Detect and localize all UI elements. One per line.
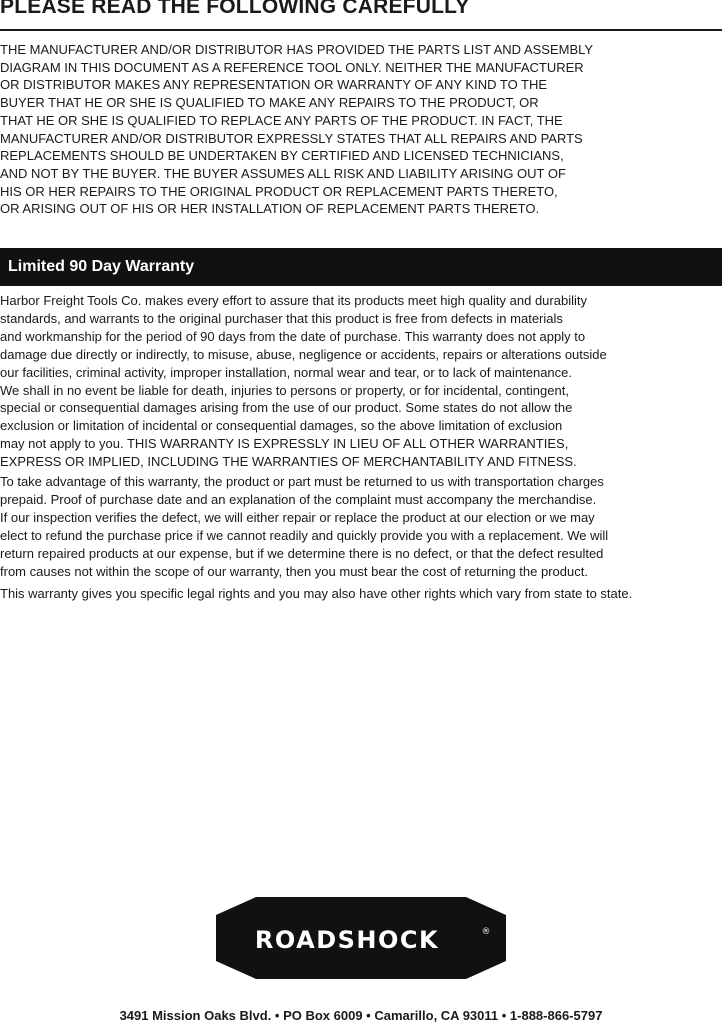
disclaimer-line: AND NOT BY THE BUYER. THE BUYER ASSUMES ALL RISK AND LIABILITY ARISING OUT OF bbox=[0, 165, 566, 181]
paragraph-line: and workmanship for the period of 90 days from the date of purchase. This warranty does not apply to bbox=[0, 328, 586, 344]
disclaimer-block bbox=[0, 41, 722, 218]
paragraph-line: This warranty gives you specific legal rights and you may also have other rights which vary from state to state. bbox=[0, 586, 633, 601]
page-title: PLEASE READ THE FOLLOWING CAREFULLY bbox=[0, 0, 470, 18]
warranty-paragraph-rights bbox=[0, 585, 722, 603]
disclaimer-line: MANUFACTURER AND/OR DISTRIBUTOR EXPRESSLY STATES THAT ALL REPAIRS AND PARTS bbox=[0, 130, 583, 146]
paragraph-line: special or consequential damages arising from the use of our product. Some states do not allow the bbox=[0, 400, 573, 416]
disclaimer-line: DIAGRAM IN THIS DOCUMENT AS A REFERENCE TOOL ONLY. NEITHER THE MANUFACTURER bbox=[0, 59, 584, 75]
roadshock-logo bbox=[216, 897, 506, 979]
paragraph-line: standards, and warrants to the original purchaser that this product is free from defects in materials bbox=[0, 310, 563, 326]
title-rule bbox=[0, 29, 722, 31]
warranty-title: Limited 90 Day Warranty bbox=[8, 258, 195, 275]
paragraph-line: our facilities, criminal activity, improper installation, normal wear and tear, or to lack of maintenance. bbox=[0, 364, 573, 380]
paragraph-line: from causes not within the scope of our warranty, then you must bear the cost of returning the product. bbox=[0, 563, 588, 579]
paragraph-line: We shall in no event be liable for death, injuries to persons or property, or for incidental, contingent, bbox=[0, 382, 569, 398]
disclaimer-line: THE MANUFACTURER AND/OR DISTRIBUTOR HAS PROVIDED THE PARTS LIST AND ASSEMBLY bbox=[0, 42, 594, 57]
paragraph-line: exclusion or limitation of incidental or consequential damages, so the above limitation of exclusion bbox=[0, 418, 563, 434]
disclaimer-line: BUYER THAT HE OR SHE IS QUALIFIED TO MAKE ANY REPAIRS TO THE PRODUCT, OR bbox=[0, 95, 539, 111]
paragraph-line: prepaid. Proof of purchase date and an explanation of the complaint must accompany the merchandise. bbox=[0, 491, 597, 507]
disclaimer-line: OR DISTRIBUTOR MAKES ANY REPRESENTATION OR WARRANTY OF ANY KIND TO THE bbox=[0, 77, 548, 93]
footer-address-text: 3491 Mission Oaks Blvd. • PO Box 6009 • Camarillo, CA 93011 • 1-888-866-5797 bbox=[119, 1008, 603, 1023]
paragraph-line: EXPRESS OR IMPLIED, INCLUDING THE WARRANTIES OF MERCHANTABILITY AND FITNESS. bbox=[0, 454, 577, 470]
logo-wordmark: ROADSHOCK bbox=[254, 926, 440, 954]
paragraph-line: Harbor Freight Tools Co. makes every effort to assure that its products meet high quality and durability bbox=[0, 293, 587, 308]
paragraph-line: elect to refund the purchase price if we cannot readily and quickly provide you with a replacement. We will bbox=[0, 527, 609, 543]
warranty-header-bar bbox=[0, 248, 722, 286]
paragraph-line: may not apply to you. THIS WARRANTY IS EXPRESSLY IN LIEU OF ALL OTHER WARRANTIES, bbox=[0, 436, 569, 452]
paragraph-line: To take advantage of this warranty, the product or part must be returned to us with transportation charges bbox=[0, 474, 604, 489]
paragraph-line: damage due directly or indirectly, to misuse, abuse, negligence or accidents, repairs or alterations outside bbox=[0, 346, 607, 362]
warranty-paragraph-terms bbox=[0, 292, 722, 471]
disclaimer-line: OR ARISING OUT OF HIS OR HER INSTALLATION OF REPLACEMENT PARTS THERETO. bbox=[0, 201, 540, 217]
disclaimer-line: REPLACEMENTS SHOULD BE UNDERTAKEN BY CERTIFIED AND LICENSED TECHNICIANS, bbox=[0, 148, 564, 164]
disclaimer-line: HIS OR HER REPAIRS TO THE ORIGINAL PRODUCT OR REPLACEMENT PARTS THERETO, bbox=[0, 183, 558, 199]
paragraph-line: If our inspection verifies the defect, we will either repair or replace the product at our election or we may bbox=[0, 509, 595, 525]
disclaimer-line: THAT HE OR SHE IS QUALIFIED TO REPLACE ANY PARTS OF THE PRODUCT. IN FACT, THE bbox=[0, 112, 563, 128]
warranty-paragraph-claims bbox=[0, 473, 722, 580]
paragraph-line: return repaired products at our expense, but if we determine there is no defect, or that the defect resulted bbox=[0, 545, 604, 561]
footer-address bbox=[0, 1008, 722, 1023]
registered-mark-icon: ® bbox=[481, 927, 491, 937]
